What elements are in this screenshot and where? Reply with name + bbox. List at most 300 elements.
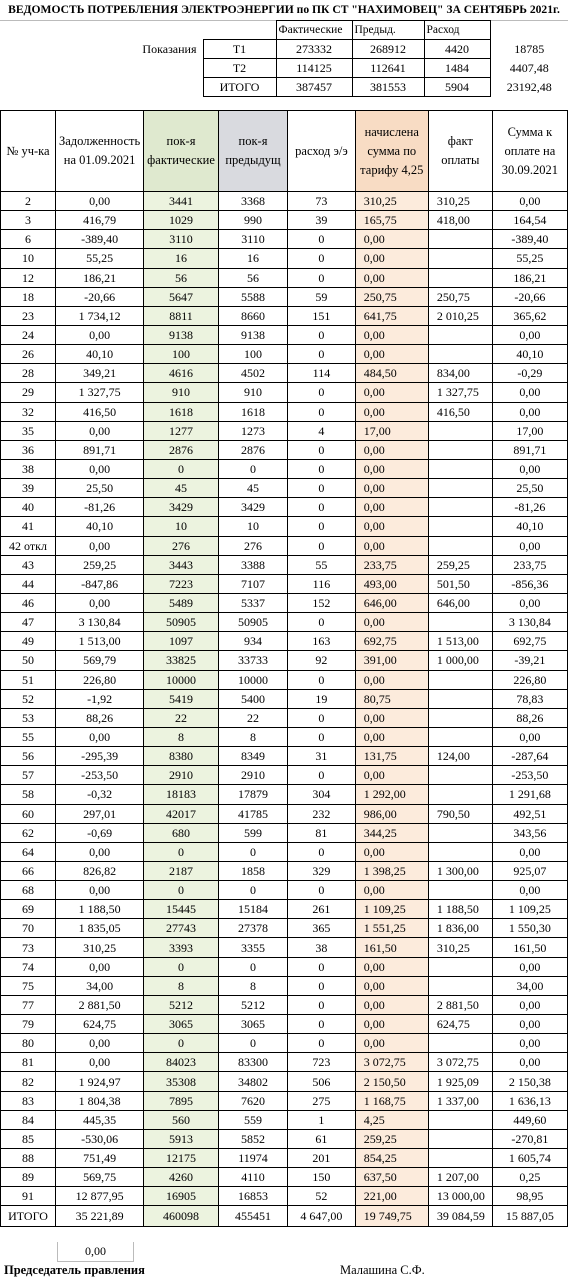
debt-cell: 310,25 bbox=[56, 938, 144, 957]
summary-row-t2 bbox=[0, 59, 568, 78]
plot-number-cell: 56 bbox=[1, 747, 56, 766]
reading-actual-cell: 45 bbox=[144, 479, 219, 498]
charged-sum-cell: 0,00 bbox=[355, 708, 428, 727]
amount-due-cell: 98,95 bbox=[492, 1187, 567, 1206]
payment-cell bbox=[428, 421, 492, 440]
reading-previous-cell: 5337 bbox=[218, 593, 287, 612]
summary-usage: 1484 bbox=[424, 59, 490, 78]
consumption-cell: 52 bbox=[288, 1187, 356, 1206]
debt-cell: 297,01 bbox=[56, 804, 144, 823]
summary-extra: 4407,48 bbox=[509, 60, 549, 75]
plot-number-cell: 91 bbox=[1, 1187, 56, 1206]
table-row bbox=[1, 1149, 568, 1168]
amount-due-cell: 164,54 bbox=[492, 211, 567, 230]
table-row bbox=[1, 555, 568, 574]
debt-cell: -0,32 bbox=[56, 785, 144, 804]
charged-sum-cell: 493,00 bbox=[355, 574, 428, 593]
charged-sum-cell: 221,00 bbox=[355, 1187, 428, 1206]
table-row bbox=[1, 574, 568, 593]
consumption-cell: 304 bbox=[288, 785, 356, 804]
consumption-cell: 0 bbox=[288, 268, 356, 287]
charged-sum-cell: 1 109,25 bbox=[355, 900, 428, 919]
charged-sum-cell: 310,25 bbox=[355, 192, 428, 211]
plot-number-cell: 41 bbox=[1, 517, 56, 536]
reading-previous-cell: 0 bbox=[218, 957, 287, 976]
reading-actual-cell: 18183 bbox=[144, 785, 219, 804]
plot-number-cell: 35 bbox=[1, 421, 56, 440]
plot-number-cell: 64 bbox=[1, 842, 56, 861]
reading-previous-cell: 5588 bbox=[218, 287, 287, 306]
table-body bbox=[1, 192, 568, 1206]
amount-due-cell: 0,00 bbox=[492, 1053, 567, 1072]
table-row bbox=[1, 632, 568, 651]
consumption-cell: 0 bbox=[288, 249, 356, 268]
debt-cell: 1 327,75 bbox=[56, 383, 144, 402]
plot-number-cell: 42 откл bbox=[1, 536, 56, 555]
consumption-cell: 232 bbox=[288, 804, 356, 823]
reading-actual-cell: 5647 bbox=[144, 287, 219, 306]
summary-fact: 387457 bbox=[276, 78, 352, 97]
reading-actual-cell: 7223 bbox=[144, 574, 219, 593]
reading-actual-cell: 33825 bbox=[144, 651, 219, 670]
reading-previous-cell: 4502 bbox=[218, 364, 287, 383]
charged-sum-cell: 131,75 bbox=[355, 747, 428, 766]
debt-cell: -81,26 bbox=[56, 498, 144, 517]
debt-cell: 445,35 bbox=[56, 1110, 144, 1129]
plot-number-cell: 40 bbox=[1, 498, 56, 517]
table-row bbox=[1, 211, 568, 230]
payment-cell: 250,75 bbox=[428, 287, 492, 306]
amount-due-cell: 0,00 bbox=[492, 192, 567, 211]
plot-number-cell: 10 bbox=[1, 249, 56, 268]
plot-number-cell: 26 bbox=[1, 345, 56, 364]
charged-sum-cell: 0,00 bbox=[355, 957, 428, 976]
payment-cell bbox=[428, 766, 492, 785]
reading-previous-cell: 3429 bbox=[218, 498, 287, 517]
plot-number-cell: 75 bbox=[1, 976, 56, 995]
table-row bbox=[1, 804, 568, 823]
plot-number-cell: 77 bbox=[1, 995, 56, 1014]
reading-previous-cell: 2910 bbox=[218, 766, 287, 785]
reading-actual-cell: 1277 bbox=[144, 421, 219, 440]
table-row bbox=[1, 613, 568, 632]
reading-previous-cell: 4110 bbox=[218, 1168, 287, 1187]
charged-sum-cell: 0,00 bbox=[355, 345, 428, 364]
amount-due-cell: -253,50 bbox=[492, 766, 567, 785]
payment-cell: 834,00 bbox=[428, 364, 492, 383]
plot-number-cell: 84 bbox=[1, 1110, 56, 1129]
table-row bbox=[1, 1091, 568, 1110]
table-row bbox=[1, 383, 568, 402]
consumption-cell: 0 bbox=[288, 1015, 356, 1034]
consumption-cell: 19 bbox=[288, 689, 356, 708]
reading-actual-cell: 10 bbox=[144, 517, 219, 536]
header-debt: Задолженность на 01.09.2021 bbox=[56, 111, 144, 192]
amount-due-cell: 34,00 bbox=[492, 976, 567, 995]
reading-actual-cell: 5913 bbox=[144, 1129, 219, 1148]
plot-number-cell: 24 bbox=[1, 325, 56, 344]
amount-due-cell: 1 605,74 bbox=[492, 1149, 567, 1168]
payment-cell: 124,00 bbox=[428, 747, 492, 766]
charged-sum-cell: 854,25 bbox=[355, 1149, 428, 1168]
debt-cell: 0,00 bbox=[56, 1053, 144, 1072]
charged-sum-cell: 4,25 bbox=[355, 1110, 428, 1129]
amount-due-cell: 891,71 bbox=[492, 440, 567, 459]
summary-header-fact: Фактические bbox=[276, 21, 352, 40]
plot-number-cell: 88 bbox=[1, 1149, 56, 1168]
debt-cell: 0,00 bbox=[56, 727, 144, 746]
table-total-row bbox=[1, 1206, 568, 1227]
reading-actual-cell: 9138 bbox=[144, 325, 219, 344]
reading-previous-cell: 5852 bbox=[218, 1129, 287, 1148]
plot-number-cell: 49 bbox=[1, 632, 56, 651]
reading-actual-cell: 3443 bbox=[144, 555, 219, 574]
reading-actual-cell: 3429 bbox=[144, 498, 219, 517]
table-row bbox=[1, 249, 568, 268]
consumption-cell: 723 bbox=[288, 1053, 356, 1072]
payment-cell bbox=[428, 268, 492, 287]
charged-sum-cell: 80,75 bbox=[355, 689, 428, 708]
payment-cell: 310,25 bbox=[428, 192, 492, 211]
table-row bbox=[1, 976, 568, 995]
debt-cell: 25,50 bbox=[56, 479, 144, 498]
reading-previous-cell: 2876 bbox=[218, 440, 287, 459]
table-row bbox=[1, 727, 568, 746]
debt-cell: 12 877,95 bbox=[56, 1187, 144, 1206]
reading-previous-cell: 50905 bbox=[218, 613, 287, 632]
table-row bbox=[1, 938, 568, 957]
consumption-cell: 0 bbox=[288, 479, 356, 498]
table-row bbox=[1, 1168, 568, 1187]
extra-value-below-total: 0,00 bbox=[57, 1242, 134, 1262]
amount-due-cell: 0,00 bbox=[492, 881, 567, 900]
total-cell: 15 887,05 bbox=[492, 1206, 567, 1227]
summary-name: Т1 bbox=[203, 40, 276, 59]
total-cell: 19 749,75 bbox=[355, 1206, 428, 1227]
debt-cell: 349,21 bbox=[56, 364, 144, 383]
consumption-cell: 31 bbox=[288, 747, 356, 766]
plot-number-cell: 60 bbox=[1, 804, 56, 823]
debt-cell: 1 188,50 bbox=[56, 900, 144, 919]
table-row bbox=[1, 1034, 568, 1053]
table-row bbox=[1, 364, 568, 383]
amount-due-cell: 0,25 bbox=[492, 1168, 567, 1187]
plot-number-cell: 44 bbox=[1, 574, 56, 593]
reading-previous-cell: 45 bbox=[218, 479, 287, 498]
charged-sum-cell: 0,00 bbox=[355, 1015, 428, 1034]
debt-cell: 226,80 bbox=[56, 670, 144, 689]
document-title: ВЕДОМОСТЬ ПОТРЕБЛЕНИЯ ЭЛЕКТРОЭНЕРГИИ по ПК СТ "НАХИМОВЕЦ" ЗА СЕНТЯБРЬ 2021г. bbox=[0, 0, 568, 21]
consumption-cell: 55 bbox=[288, 555, 356, 574]
reading-actual-cell: 3065 bbox=[144, 1015, 219, 1034]
charged-sum-cell: 1 292,00 bbox=[355, 785, 428, 804]
charged-sum-cell: 0,00 bbox=[355, 249, 428, 268]
total-cell: 4 647,00 bbox=[288, 1206, 356, 1227]
payment-cell bbox=[428, 479, 492, 498]
charged-sum-cell: 0,00 bbox=[355, 995, 428, 1014]
consumption-cell: 0 bbox=[288, 345, 356, 364]
consumption-cell: 261 bbox=[288, 900, 356, 919]
charged-sum-cell: 986,00 bbox=[355, 804, 428, 823]
payment-cell bbox=[428, 536, 492, 555]
consumption-cell: 0 bbox=[288, 881, 356, 900]
plot-number-cell: 66 bbox=[1, 861, 56, 880]
total-cell: 455451 bbox=[218, 1206, 287, 1227]
debt-cell: 2 881,50 bbox=[56, 995, 144, 1014]
amount-due-cell: 1 636,13 bbox=[492, 1091, 567, 1110]
table-row bbox=[1, 995, 568, 1014]
plot-number-cell: 85 bbox=[1, 1129, 56, 1148]
debt-cell: 88,26 bbox=[56, 708, 144, 727]
amount-due-cell: 0,00 bbox=[492, 727, 567, 746]
reading-actual-cell: 16905 bbox=[144, 1187, 219, 1206]
table-row bbox=[1, 402, 568, 421]
amount-due-cell: 3 130,84 bbox=[492, 613, 567, 632]
summary-usage: 5904 bbox=[424, 78, 490, 97]
payment-cell bbox=[428, 976, 492, 995]
amount-due-cell: -287,64 bbox=[492, 747, 567, 766]
table-row bbox=[1, 498, 568, 517]
reading-actual-cell: 42017 bbox=[144, 804, 219, 823]
amount-due-cell: 55,25 bbox=[492, 249, 567, 268]
reading-actual-cell: 0 bbox=[144, 881, 219, 900]
charged-sum-cell: 165,75 bbox=[355, 211, 428, 230]
amount-due-cell: 25,50 bbox=[492, 479, 567, 498]
plot-number-cell: 46 bbox=[1, 593, 56, 612]
payment-cell bbox=[428, 670, 492, 689]
payment-cell bbox=[428, 613, 492, 632]
reading-actual-cell: 0 bbox=[144, 459, 219, 478]
consumption-cell: 0 bbox=[288, 402, 356, 421]
consumption-cell: 0 bbox=[288, 995, 356, 1014]
plot-number-cell: 23 bbox=[1, 306, 56, 325]
consumption-cell: 39 bbox=[288, 211, 356, 230]
payment-cell bbox=[428, 1110, 492, 1129]
payment-cell: 1 207,00 bbox=[428, 1168, 492, 1187]
reading-previous-cell: 16 bbox=[218, 249, 287, 268]
plot-number-cell: 58 bbox=[1, 785, 56, 804]
reading-previous-cell: 3355 bbox=[218, 938, 287, 957]
debt-cell: 569,75 bbox=[56, 1168, 144, 1187]
plot-number-cell: 55 bbox=[1, 727, 56, 746]
payment-cell bbox=[428, 517, 492, 536]
table-row bbox=[1, 479, 568, 498]
debt-cell: -847,86 bbox=[56, 574, 144, 593]
reading-previous-cell: 0 bbox=[218, 459, 287, 478]
consumption-cell: 0 bbox=[288, 613, 356, 632]
payment-cell bbox=[428, 881, 492, 900]
payment-cell bbox=[428, 785, 492, 804]
consumption-cell: 0 bbox=[288, 325, 356, 344]
payment-cell bbox=[428, 708, 492, 727]
payment-cell: 1 188,50 bbox=[428, 900, 492, 919]
total-cell: 39 084,59 bbox=[428, 1206, 492, 1227]
plot-number-cell: 70 bbox=[1, 919, 56, 938]
reading-previous-cell: 9138 bbox=[218, 325, 287, 344]
plot-number-cell: 53 bbox=[1, 708, 56, 727]
table-row bbox=[1, 440, 568, 459]
debt-cell: -389,40 bbox=[56, 230, 144, 249]
reading-previous-cell: 559 bbox=[218, 1110, 287, 1129]
charged-sum-cell: 0,00 bbox=[355, 976, 428, 995]
reading-previous-cell: 100 bbox=[218, 345, 287, 364]
consumption-cell: 0 bbox=[288, 842, 356, 861]
reading-previous-cell: 15184 bbox=[218, 900, 287, 919]
consumption-cell: 163 bbox=[288, 632, 356, 651]
debt-cell: 1 734,12 bbox=[56, 306, 144, 325]
reading-previous-cell: 8 bbox=[218, 976, 287, 995]
payment-cell bbox=[428, 1149, 492, 1168]
reading-actual-cell: 2876 bbox=[144, 440, 219, 459]
header-reading-previous: пок-я предыдущ bbox=[218, 111, 287, 192]
debt-cell: -530,06 bbox=[56, 1129, 144, 1148]
payment-cell bbox=[428, 842, 492, 861]
consumption-cell: 0 bbox=[288, 459, 356, 478]
reading-actual-cell: 8 bbox=[144, 727, 219, 746]
debt-cell: 0,00 bbox=[56, 881, 144, 900]
consumption-cell: 0 bbox=[288, 708, 356, 727]
reading-previous-cell: 83300 bbox=[218, 1053, 287, 1072]
amount-due-cell: 40,10 bbox=[492, 517, 567, 536]
reading-actual-cell: 560 bbox=[144, 1110, 219, 1129]
reading-actual-cell: 3393 bbox=[144, 938, 219, 957]
debt-cell: 3 130,84 bbox=[56, 613, 144, 632]
plot-number-cell: 50 bbox=[1, 651, 56, 670]
reading-actual-cell: 8 bbox=[144, 976, 219, 995]
table-row bbox=[1, 593, 568, 612]
consumption-cell: 38 bbox=[288, 938, 356, 957]
debt-cell: 1 835,05 bbox=[56, 919, 144, 938]
reading-previous-cell: 1273 bbox=[218, 421, 287, 440]
table-row bbox=[1, 689, 568, 708]
payment-cell: 1 836,00 bbox=[428, 919, 492, 938]
payment-cell: 310,25 bbox=[428, 938, 492, 957]
summary-extra: 18785 bbox=[514, 41, 545, 56]
charged-sum-cell: 0,00 bbox=[355, 1034, 428, 1053]
amount-due-cell: 88,26 bbox=[492, 708, 567, 727]
payment-cell: 259,25 bbox=[428, 555, 492, 574]
consumption-cell: 506 bbox=[288, 1072, 356, 1091]
summary-fact: 114125 bbox=[276, 59, 352, 78]
summary-header-prev: Предыд. bbox=[352, 21, 424, 40]
charged-sum-cell: 0,00 bbox=[355, 440, 428, 459]
reading-actual-cell: 5212 bbox=[144, 995, 219, 1014]
summary-extra: 23192,48 bbox=[506, 79, 552, 94]
debt-cell: 416,50 bbox=[56, 402, 144, 421]
table-row bbox=[1, 785, 568, 804]
reading-previous-cell: 1618 bbox=[218, 402, 287, 421]
consumption-cell: 1 bbox=[288, 1110, 356, 1129]
amount-due-cell: 925,07 bbox=[492, 861, 567, 880]
payment-cell: 1 000,00 bbox=[428, 651, 492, 670]
amount-due-cell: 492,51 bbox=[492, 804, 567, 823]
debt-cell: 40,10 bbox=[56, 517, 144, 536]
header-reading-actual: пок-я фактические bbox=[144, 111, 219, 192]
plot-number-cell: 62 bbox=[1, 823, 56, 842]
charged-sum-cell: 1 168,75 bbox=[355, 1091, 428, 1110]
payment-cell: 624,75 bbox=[428, 1015, 492, 1034]
plot-number-cell: 28 bbox=[1, 364, 56, 383]
table-row bbox=[1, 881, 568, 900]
debt-cell: 569,79 bbox=[56, 651, 144, 670]
consumption-table bbox=[0, 110, 568, 1227]
reading-previous-cell: 3065 bbox=[218, 1015, 287, 1034]
reading-actual-cell: 16 bbox=[144, 249, 219, 268]
table-row bbox=[1, 1053, 568, 1072]
charged-sum-cell: 233,75 bbox=[355, 555, 428, 574]
charged-sum-cell: 0,00 bbox=[355, 670, 428, 689]
charged-sum-cell: 484,50 bbox=[355, 364, 428, 383]
total-cell: 460098 bbox=[144, 1206, 219, 1227]
reading-previous-cell: 0 bbox=[218, 881, 287, 900]
reading-previous-cell: 276 bbox=[218, 536, 287, 555]
payment-cell: 1 300,00 bbox=[428, 861, 492, 880]
charged-sum-cell: 0,00 bbox=[355, 230, 428, 249]
consumption-cell: 73 bbox=[288, 192, 356, 211]
consumption-cell: 0 bbox=[288, 957, 356, 976]
amount-due-cell: -856,36 bbox=[492, 574, 567, 593]
table-row bbox=[1, 287, 568, 306]
debt-cell: 1 513,00 bbox=[56, 632, 144, 651]
total-cell: ИТОГО bbox=[1, 1206, 56, 1227]
plot-number-cell: 79 bbox=[1, 1015, 56, 1034]
charged-sum-cell: 1 398,25 bbox=[355, 861, 428, 880]
summary-table bbox=[0, 20, 568, 97]
plot-number-cell: 89 bbox=[1, 1168, 56, 1187]
reading-previous-cell: 16853 bbox=[218, 1187, 287, 1206]
table-header-row bbox=[1, 111, 568, 192]
consumption-cell: 0 bbox=[288, 536, 356, 555]
plot-number-cell: 81 bbox=[1, 1053, 56, 1072]
reading-actual-cell: 100 bbox=[144, 345, 219, 364]
amount-due-cell: 0,00 bbox=[492, 1015, 567, 1034]
charged-sum-cell: 0,00 bbox=[355, 479, 428, 498]
payment-cell bbox=[428, 957, 492, 976]
consumption-cell: 92 bbox=[288, 651, 356, 670]
amount-due-cell: 449,60 bbox=[492, 1110, 567, 1129]
reading-previous-cell: 3110 bbox=[218, 230, 287, 249]
payment-cell bbox=[428, 459, 492, 478]
payment-cell: 3 072,75 bbox=[428, 1053, 492, 1072]
reading-previous-cell: 10 bbox=[218, 517, 287, 536]
debt-cell: 1 924,97 bbox=[56, 1072, 144, 1091]
header-payment: факт оплаты bbox=[428, 111, 492, 192]
reading-previous-cell: 0 bbox=[218, 842, 287, 861]
table-row bbox=[1, 421, 568, 440]
plot-number-cell: 57 bbox=[1, 766, 56, 785]
payment-cell: 501,50 bbox=[428, 574, 492, 593]
summary-label: Показания bbox=[142, 41, 197, 56]
payment-cell bbox=[428, 689, 492, 708]
charged-sum-cell: 17,00 bbox=[355, 421, 428, 440]
amount-due-cell: 226,80 bbox=[492, 670, 567, 689]
amount-due-cell: 1 109,25 bbox=[492, 900, 567, 919]
reading-previous-cell: 990 bbox=[218, 211, 287, 230]
debt-cell: 0,00 bbox=[56, 421, 144, 440]
charged-sum-cell: 3 072,75 bbox=[355, 1053, 428, 1072]
amount-due-cell: 40,10 bbox=[492, 345, 567, 364]
table-row bbox=[1, 268, 568, 287]
payment-cell: 1 513,00 bbox=[428, 632, 492, 651]
plot-number-cell: 18 bbox=[1, 287, 56, 306]
reading-actual-cell: 12175 bbox=[144, 1149, 219, 1168]
debt-cell: 0,00 bbox=[56, 192, 144, 211]
reading-previous-cell: 8 bbox=[218, 727, 287, 746]
table-row bbox=[1, 747, 568, 766]
amount-due-cell: 0,00 bbox=[492, 995, 567, 1014]
debt-cell: 186,21 bbox=[56, 268, 144, 287]
debt-cell: 826,82 bbox=[56, 861, 144, 880]
